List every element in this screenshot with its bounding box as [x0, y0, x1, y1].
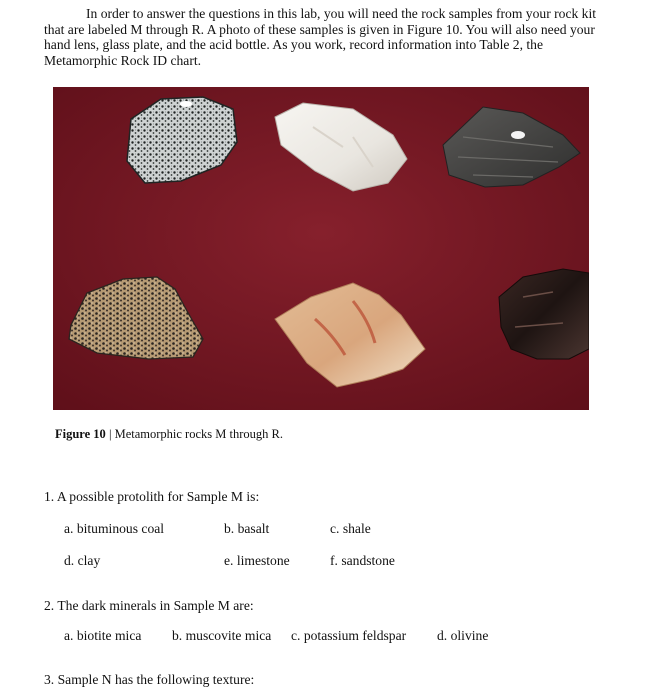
- q1-option-a: a. bituminous coal: [64, 521, 165, 536]
- intro-paragraph: [44, 6, 619, 68]
- rock-samples-image: [53, 87, 589, 410]
- caption-separator: |: [108, 427, 112, 441]
- q2-option-c: c. potassium feldspar: [291, 628, 407, 643]
- question-3: 3. Sample N has the following texture:: [44, 672, 255, 687]
- q1-option-d: d. clay: [64, 553, 101, 568]
- figure-10-photo: [53, 87, 589, 410]
- question-2: 2. The dark minerals in Sample M are:: [44, 598, 254, 613]
- q1-option-b: b. basalt: [224, 521, 270, 536]
- q2-option-a: a. biotite mica: [64, 628, 142, 643]
- question-1: 1. A possible protolith for Sample M is:: [44, 489, 260, 504]
- q2-option-d: d. olivine: [437, 628, 489, 643]
- caption-text: Metamorphic rocks M through R.: [114, 427, 283, 441]
- q1-option-f: f. sandstone: [330, 553, 395, 568]
- q2-option-b: b. muscovite mica: [172, 628, 272, 643]
- intro-text: In order to answer the questions in this lab, you will need the rock samples from your rock kit that are labeled M through R. A photo of these samples is given in Figure 10. You will also need your hand lens, glass plate, and the acid bottle. As you work, record information into Table 2, the Metamorphic Rock ID chart.: [44, 6, 597, 68]
- q1-option-c: c. shale: [330, 521, 371, 536]
- figure-caption: [55, 427, 283, 442]
- figure-label: Figure 10: [55, 427, 106, 441]
- q1-option-e: e. limestone: [224, 553, 290, 568]
